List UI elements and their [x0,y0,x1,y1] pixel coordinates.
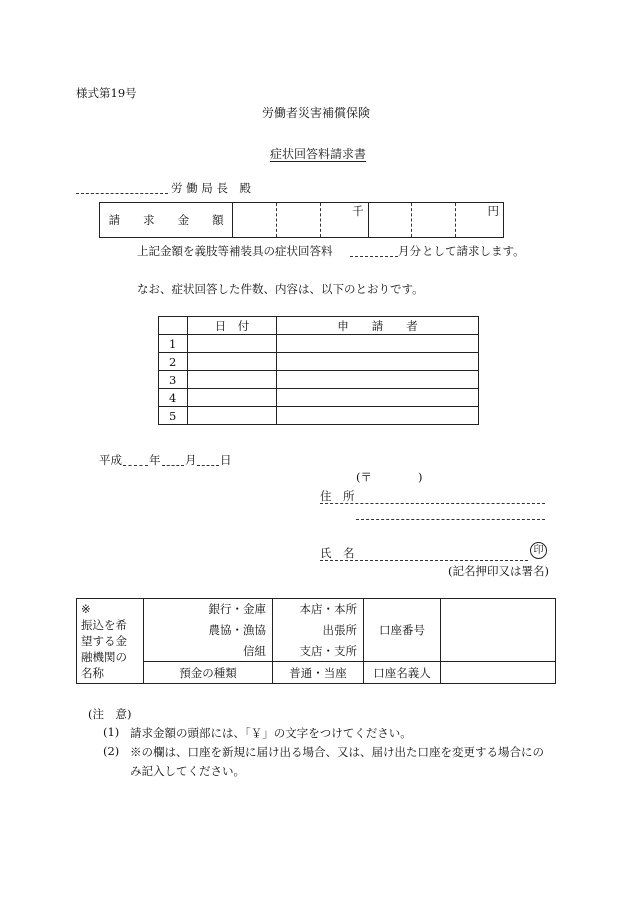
name-label: 氏 名 [320,546,355,560]
date-cell[interactable] [188,335,277,353]
bank-header-mark: ※ [81,602,91,616]
date-cell[interactable] [188,407,277,425]
statement-before: 上記金額を義肢等補装具の症状回答料 [137,244,333,258]
deposit-type-value[interactable]: 普通・当座 [273,662,364,684]
branch-type-1: 本店・本所 [273,599,364,620]
month-blank-line[interactable] [350,256,398,257]
address-line-2[interactable] [356,519,545,520]
seal-note: (記名押印又は署名) [448,564,549,578]
bank-table [76,598,556,684]
note-text-1: 請求金額の頭部には、「￥」の文字をつけてください。 [130,726,412,740]
postal-code: (〒 ) [356,470,423,484]
day-blank[interactable] [197,465,219,466]
seal-text: 印 [533,545,544,556]
date-day: 日 [220,453,232,467]
amount-label: 請 求 金 額 [100,203,233,238]
amount-cell-yen[interactable] [456,203,504,238]
branch-type-3: 支店・支所 [273,640,364,661]
bank-header [77,599,144,684]
name-line[interactable] [320,560,528,561]
list-header-date: 日 付 [188,317,277,335]
table-row [159,353,479,371]
table-row [159,407,479,425]
date-cell[interactable] [188,389,277,407]
note-line: なお、症状回答した件数、内容は、以下のとおりです。 [137,282,424,296]
row-number: 5 [159,407,188,425]
date-cell[interactable] [188,353,277,371]
yen-unit: 円 [487,204,499,218]
month-blank[interactable] [162,465,184,466]
bank-type-1: 銀行・金庫 [144,599,273,620]
table-row [159,371,479,389]
amount-cell-thousand[interactable] [320,203,368,238]
address-label: 住 所 [320,489,355,503]
date-cell[interactable] [188,371,277,389]
amount-cell[interactable] [233,203,277,238]
applicant-cell[interactable] [277,335,479,353]
bank-type-2: 農協・漁協 [144,620,273,641]
note-num-1: (1) [103,725,120,739]
applicant-cell[interactable] [277,407,479,425]
addressee: 労 働 局 長 殿 [171,181,251,195]
list-header-applicant: 申 請 者 [277,317,479,335]
bank-type-3: 信組 [144,640,273,661]
date-year: 年 [149,453,161,467]
row-number: 3 [159,371,188,389]
statement-month: 月分 [398,244,421,258]
date-month: 月 [185,453,197,467]
note-text-2: ※の欄は、口座を新規に届け出る場合、又は、届け出た口座を変更する場合にの [130,745,544,759]
deposit-type-label: 預金の種類 [144,662,273,684]
table-row [159,389,479,407]
form-subtitle [270,145,366,162]
row-number: 2 [159,353,188,371]
account-holder-field[interactable] [441,662,556,684]
applicant-cell[interactable] [277,389,479,407]
account-number-field[interactable] [441,599,556,662]
account-holder-label: 口座名義人 [364,662,441,684]
subtitle-text: 症状回答料請求書 [270,147,367,161]
application-list-table [158,316,479,425]
amount-table [99,202,504,238]
applicant-cell[interactable] [277,353,479,371]
seal-icon [530,542,547,559]
amount-cell[interactable] [368,203,412,238]
address-line-1[interactable] [320,503,545,504]
statement-after: として請求します。 [422,244,525,258]
bureau-blank-line[interactable] [76,193,168,194]
date-era: 平成 [99,453,122,467]
row-number: 4 [159,389,188,407]
amount-cell[interactable] [276,203,320,238]
account-number-label: 口座番号 [364,599,441,662]
form-title: 労働者災害補償保険 [262,106,371,120]
bank-header-text: 振込を希望する金融機関の名称 [81,618,127,680]
note-num-2: (2) [103,744,120,758]
note-text-3: み記入してください。 [130,764,245,778]
list-header-corner [159,317,188,335]
notes-title: (注 意) [88,707,132,721]
applicant-cell[interactable] [277,371,479,389]
branch-type-2: 出張所 [273,620,364,641]
year-blank-line[interactable] [123,465,148,466]
form-number: 様式第19号 [76,86,137,100]
table-row [159,335,479,353]
thousand-unit: 千 [352,204,364,218]
amount-cell[interactable] [412,203,456,238]
row-number: 1 [159,335,188,353]
